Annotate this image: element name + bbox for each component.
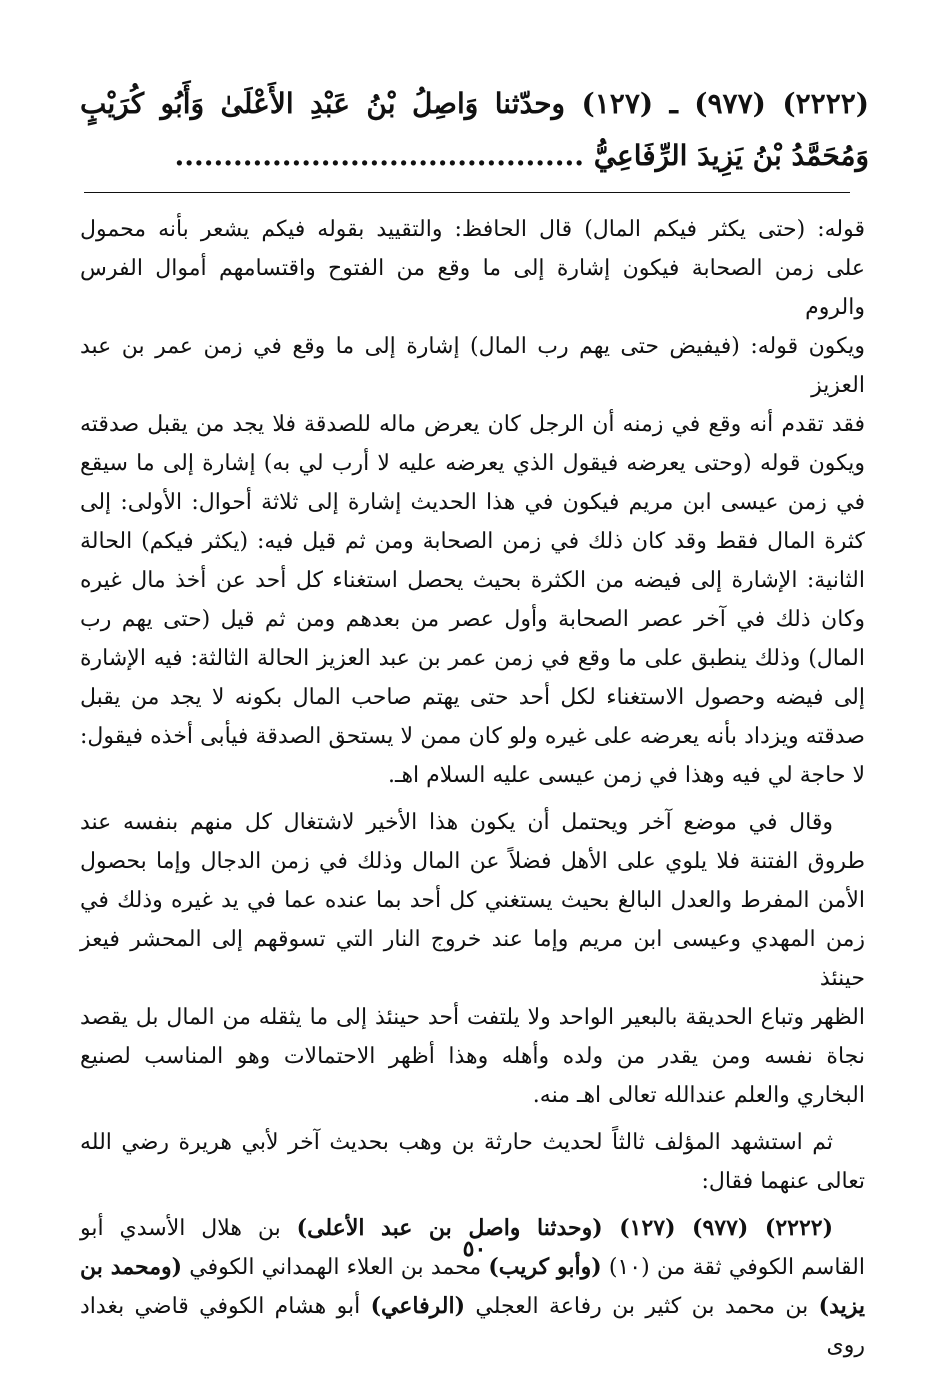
text-line: طروق الفتنة فلا يلوي على الأهل فضلاً عن المال وذلك في زمن الدجال وإما بحصول: [80, 849, 865, 874]
paragraph-3: [80, 1123, 865, 1201]
narrator-detail: بن هلال الأسدي أبو: [80, 1216, 297, 1241]
text-line: لا حاجة لي فيه وهذا في زمن عيسى عليه السلام اهـ.: [388, 763, 865, 788]
text-line: الظهر وتباع الحديقة بالبعير الواحد ولا يلتفت أحد حينئذ إلى ما يثقله من المال بل يقصد: [80, 1005, 865, 1030]
page-number: ٥٠: [462, 1236, 487, 1262]
paragraph-4: [80, 1209, 865, 1365]
text-line: وقال في موضع آخر ويحتمل أن يكون هذا الأخير لاشتغال كل منهم بنفسه عند: [80, 810, 833, 835]
text-line: الأمن المفرط والعدل البالغ بحيث يستغني كل أحد بما عنده عما في يد غيره وذلك في: [80, 888, 865, 913]
narrator-detail: محمد بن العلاء الهمداني الكوفي: [182, 1255, 489, 1280]
narrator-bold: (الرفاعي): [370, 1293, 466, 1319]
text-line: البخاري والعلم عندالله تعالى اهـ منه.: [532, 1083, 865, 1108]
paragraph-1: [80, 210, 865, 795]
hadith-line-1: (٢٢٢٢) (٩٧٧) ـ (١٢٧) وحدّثنا وَاصِلُ بْنُ عَبْدِ الأَعْلَىٰ وَأَبُو كُرَيْبٍ: [80, 87, 870, 120]
text-line: إلى فيضه وحصول الاستغناء لكل أحد حتى يهتم صاحب المال بكونه لا يجد من يقبل: [80, 685, 865, 710]
hadith-line-2: وَمُحَمَّدُ بْنُ يَزِيدَ الرِّفَاعِيُّ ..........................................: [174, 139, 869, 172]
narrator-bold: يزيد): [818, 1293, 866, 1319]
text-line: في زمن عيسى ابن مريم فيكون في هذا الحديث إشارة إلى ثلاثة أحوال: الأولى: إلى: [80, 490, 865, 515]
narrator-detail: بن محمد بن كثير بن رفاعة العجلي: [465, 1294, 819, 1319]
commentary: [80, 210, 865, 1365]
text-line: صدقته ويزداد بأنه يعرضه على غيره ولو كان ممن لا يستحق الصدقة فيأبى أخذه فيقول:: [80, 724, 865, 749]
text-line: ثم استشهد المؤلف ثالثاً لحديث حارثة بن وهب بحديث آخر لأبي هريرة رضي الله: [80, 1130, 833, 1155]
text-line: فقد تقدم أنه وقع في زمنه أن الرجل كان يعرض ماله للصدقة فلا يجد من يقبل صدقته: [80, 412, 865, 437]
narrator-bold: (ومحمد بن: [80, 1254, 183, 1280]
text-line: ويكون قوله: (فيفيض حتى يهم رب المال) إشارة إلى ما وقع في زمن عمر بن عبد العزيز: [80, 334, 865, 398]
narrator-bold: (٢٢٢٢) (٩٧٧) (١٢٧) (وحدثنا واصل بن عبد الأعلى): [296, 1215, 833, 1241]
text-line: كثرة المال فقط وقد كان ذلك في زمن الصحابة ومن ثم قيل فيه: (يكثر فيكم) الحالة: [80, 529, 865, 554]
text-line: قوله: (حتى يكثر فيكم المال) قال الحافظ: والتقييد بقوله فيكم يشعر بأنه محمول: [80, 217, 865, 242]
text-line: وكان ذلك في آخر عصر الصحابة وأول عصر من بعدهم ومن ثم قيل (حتى يهم رب: [80, 607, 865, 632]
text-line: الثانية: الإشارة إلى فيضه من الكثرة بحيث يحصل استغناء كل أحد عن أخذ مال غيره: [80, 568, 865, 593]
text-line: تعالى عنهما فقال:: [701, 1169, 865, 1194]
text-line: نجاة نفسه ومن يقدر من ولده وأهله وهذا أظهر الاحتمالات وهو المناسب لصنيع: [80, 1044, 865, 1069]
hadith-text: [80, 78, 869, 182]
narrator-detail: القاسم الكوفي ثقة من (١٠): [601, 1255, 865, 1280]
paragraph-2: [80, 803, 865, 1115]
text-line: زمن المهدي وعيسى ابن مريم وإما عند خروج النار التي تسوقهم إلى المحشر فيعز حينئذ: [80, 927, 865, 991]
text-line: على زمن الصحابة فيكون إشارة إلى ما وقع من الفتوح واقتسامهم أموال الفرس والروم: [80, 256, 865, 320]
footnote-divider: [84, 192, 850, 193]
narrator-bold: (وأبو كريب): [488, 1254, 602, 1280]
text-line: المال) وذلك ينطبق على ما وقع في زمن عمر بن عبد العزيز الحالة الثالثة: فيه الإشارة: [80, 646, 865, 671]
narrator-detail: أبو هشام الكوفي قاضي بغداد روى: [80, 1294, 865, 1358]
text-line: [80, 1287, 865, 1365]
text-line: ويكون قوله (وحتى يعرضه فيقول الذي يعرضه عليه لا أرب لي به) إشارة إلى ما سيقع: [80, 451, 865, 476]
